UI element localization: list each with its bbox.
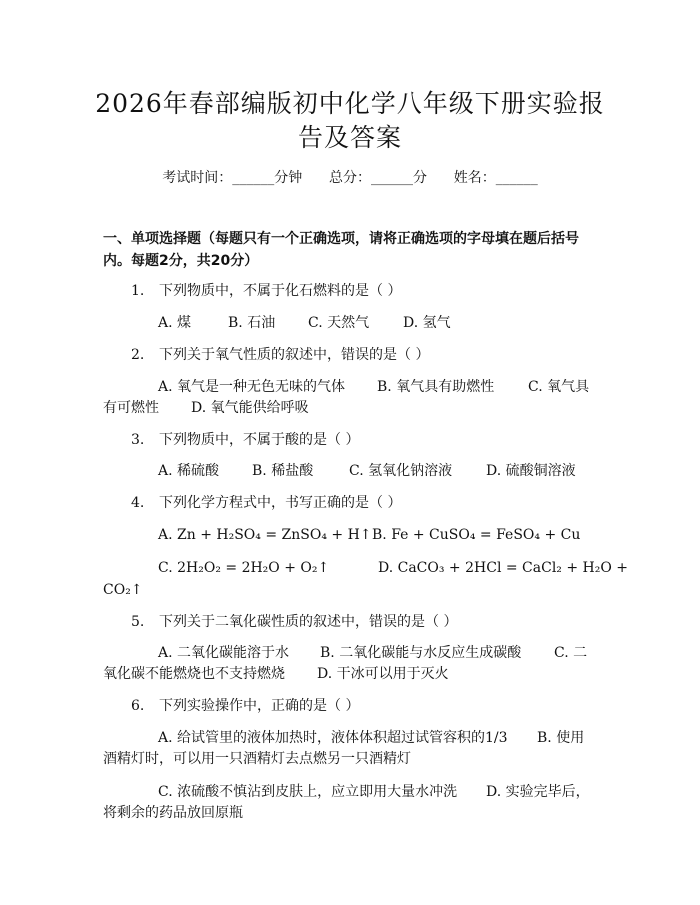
- q1-option-d: D. 氢气: [403, 315, 451, 331]
- section-heading: 一、单项选择题（每题只有一个正确选项，请将正确选项的字母填在题后括号内。每题2分，共20分）: [103, 231, 579, 269]
- question-4: 4. 下列化学方程式中，书写正确的是（ ）: [131, 495, 402, 511]
- q4-option-c: C. 2H₂O₂ = 2H₂O + O₂↑: [158, 560, 330, 576]
- q1-option-a: A. 煤: [158, 315, 192, 331]
- q2-option-a: A. 氧气是一种无色无味的气体: [158, 379, 346, 395]
- q6-option-b-part2: 酒精灯时，可以用一只酒精灯去点燃另一只酒精灯: [103, 751, 411, 767]
- question-5: 5. 下列关于二氧化碳性质的叙述中，错误的是（ ）: [131, 614, 458, 630]
- q1-option-b: B. 石油: [228, 315, 276, 331]
- question-6: 6. 下列实验操作中，正确的是（ ）: [131, 698, 360, 714]
- student-name-field: 姓名：______: [453, 170, 538, 186]
- question-3: 3. 下列物质中，不属于酸的是（ ）: [131, 432, 360, 448]
- q2-option-d: D. 氧气能供给呼吸: [191, 400, 309, 416]
- q5-option-a: A. 二氧化碳能溶于水: [158, 645, 290, 661]
- q2-option-b: B. 氧气具有助燃性: [377, 379, 495, 395]
- question-1: 1. 下列物质中，不属于化石燃料的是（ ）: [131, 283, 402, 299]
- q5-option-c-part1: C. 二: [554, 645, 588, 661]
- q3-option-d: D. 硫酸铜溶液: [486, 463, 576, 479]
- q3-option-b: B. 稀盐酸: [252, 463, 314, 479]
- q6-option-b-part1: B. 使用: [537, 730, 585, 746]
- q6-option-d-part2: 将剩余的药品放回原瓶: [103, 805, 243, 821]
- q4-option-b: B. Fe + CuSO₄ = FeSO₄ + Cu: [372, 527, 581, 543]
- exam-info-line: [0, 168, 700, 188]
- q6-option-d-part1: D. 实验完毕后，: [486, 784, 590, 800]
- q6-option-c: C. 浓硫酸不慎沾到皮肤上，应立即用大量水冲洗: [158, 784, 458, 800]
- page-title-line2: 告及答案: [297, 123, 402, 152]
- exam-score-field: 总分：______分: [329, 170, 427, 186]
- q2-option-c-part1: C. 氧气具: [528, 379, 590, 395]
- question-2: 2. 下列关于氧气性质的叙述中，错误的是（ ）: [131, 347, 430, 363]
- q6-option-a: A. 给试管里的液体加热时，液体体积超过试管容积的1/3: [158, 730, 508, 746]
- q4-option-d-part1: D. CaCO₃ + 2HCl = CaCl₂ + H₂O +: [378, 560, 629, 576]
- q3-option-c: C. 氢氧化钠溶液: [349, 463, 453, 479]
- exam-time-field: 考试时间：______分钟: [162, 170, 303, 186]
- page-title-line1: 2026年春部编版初中化学八年级下册实验报: [95, 89, 605, 118]
- q1-option-c: C. 天然气: [308, 315, 370, 331]
- q5-option-d: D. 干冰可以用于灭火: [317, 666, 449, 682]
- q5-option-b: B. 二氧化碳能与水反应生成碳酸: [320, 645, 522, 661]
- q4-option-a: A. Zn + H₂SO₄ = ZnSO₄ + H↑: [158, 527, 372, 543]
- q4-option-d-part2: CO₂↑: [103, 582, 143, 598]
- q3-option-a: A. 稀硫酸: [158, 463, 220, 479]
- q5-option-c-part2: 氧化碳不能燃烧也不支持燃烧: [103, 666, 285, 682]
- q2-option-c-part2: 有可燃性: [103, 400, 159, 416]
